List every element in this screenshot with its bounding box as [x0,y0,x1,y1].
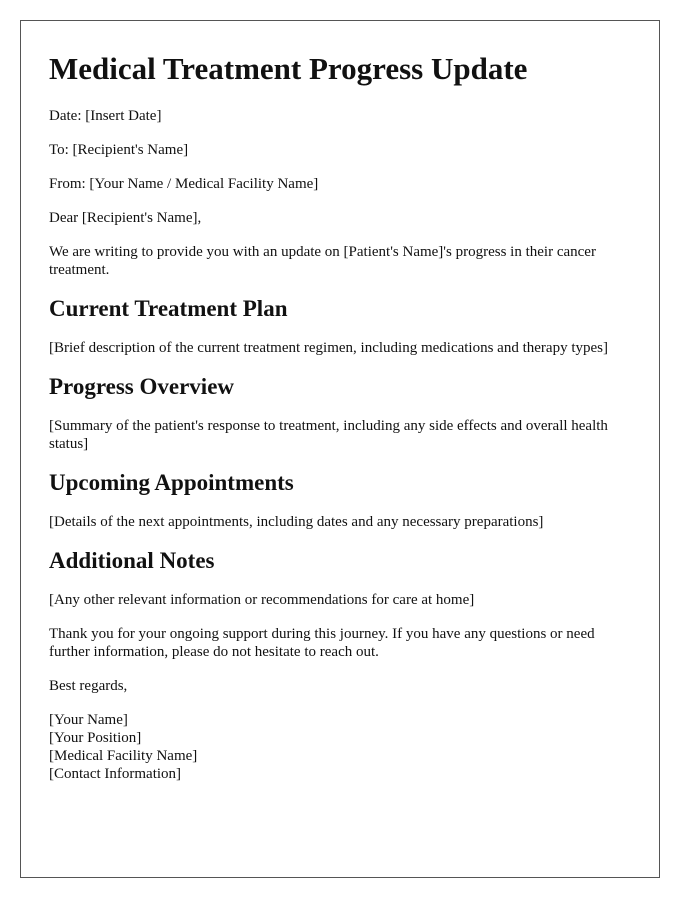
section-heading-additional-notes: Additional Notes [49,548,215,573]
section-heading-treatment-plan: Current Treatment Plan [49,296,288,321]
to-line: To: [Recipient's Name] [49,142,189,158]
section-heading-upcoming-appointments: Upcoming Appointments [49,470,294,495]
letter-container [20,20,660,878]
signature-facility: [Medical Facility Name] [49,748,198,764]
from-line: From: [Your Name / Medical Facility Name] [49,176,319,192]
signature-name: [Your Name] [49,712,128,728]
sign-off: Best regards, [49,678,128,694]
intro-paragraph: We are writing to provide you with an update on [Patient's Name]'s progress in their cancer treatment. [49,244,596,278]
section-body-treatment-plan: [Brief description of the current treatment regimen, including medications and therapy types] [49,340,608,356]
section-body-progress-overview: [Summary of the patient's response to treatment, including any side effects and overall health status] [49,418,608,452]
signature-position: [Your Position] [49,730,142,746]
section-body-additional-notes: [Any other relevant information or recommendations for care at home] [49,592,475,608]
letter-title: Medical Treatment Progress Update [49,51,528,86]
signature-contact: [Contact Information] [49,766,182,782]
closing-paragraph: Thank you for your ongoing support during this journey. If you have any questions or need further information, please do not hesitate to reach out. [49,626,595,660]
salutation: Dear [Recipient's Name], [49,210,202,226]
section-body-upcoming-appointments: [Details of the next appointments, including dates and any necessary preparations] [49,514,544,530]
signature-block [49,711,631,783]
date-line: Date: [Insert Date] [49,108,162,124]
section-heading-progress-overview: Progress Overview [49,374,235,399]
